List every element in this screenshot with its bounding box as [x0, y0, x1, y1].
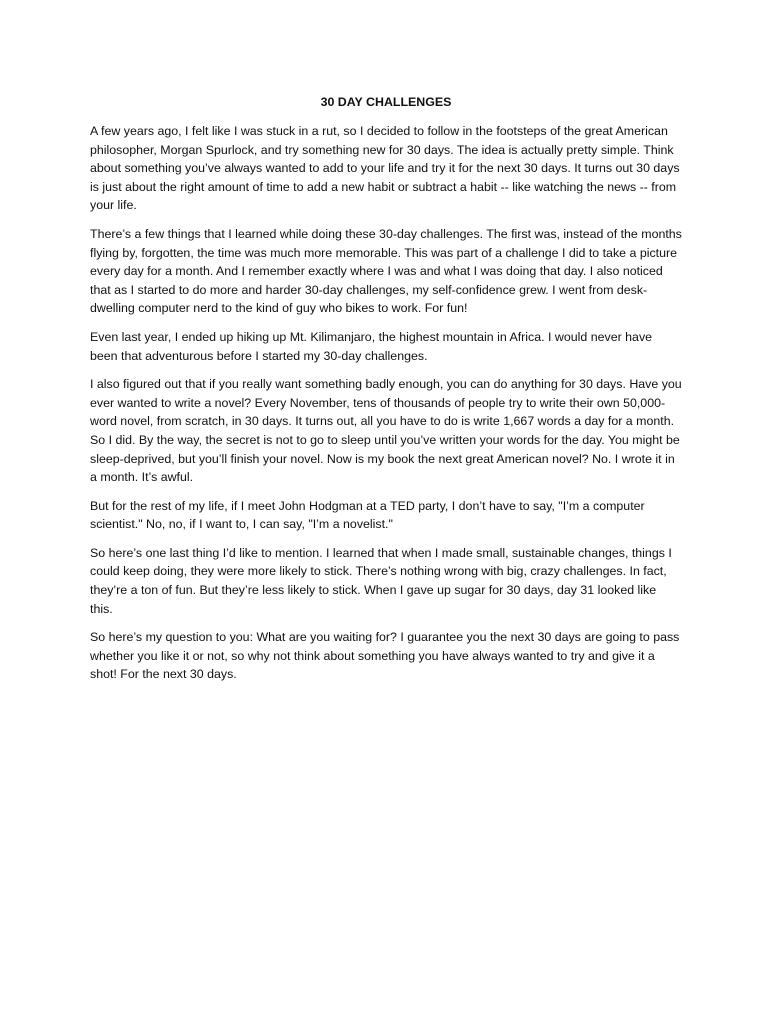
paragraph-1: A few years ago, I felt like I was stuck in a rut, so I decided to follow in the footsteps of the great American philosopher, Morgan Spurlock, and try something new for 30 days. The idea is actually pretty simple. Think about something you’ve always wanted to add to your life and try it for the next 30 days. It turns out 30 days is just about the right amount of time to add a new habit or subtract a habit -- like watching the news -- from your life.	[90, 124, 680, 213]
paragraph-5: But for the rest of my life, if I meet John Hodgman at a TED party, I don’t have to say, "I’m a computer scientist." No, no, if I want to, I can say, "I’m a novelist."	[90, 498, 645, 532]
paragraph-7: So here’s my question to you: What are you waiting for? I guarantee you the next 30 days are going to pass whether you like it or not, so why not think about something you have always wanted to try and give it a shot! For the next 30 days.	[90, 630, 680, 682]
document-title: 30 DAY CHALLENGES	[320, 95, 452, 109]
paragraph-6: So here’s one last thing I’d like to mention. I learned that when I made small, sustainable changes, things I could keep doing, they were more likely to stick. There’s nothing wrong with big, crazy challenges. In fact, they’re a ton of fun. But they’re less likely to stick. When I gave up sugar for 30 days, day 31 looked like this.	[90, 545, 672, 616]
paragraph-3: Even last year, I ended up hiking up Mt. Kilimanjaro, the highest mountain in Africa. I would never have been that adventurous before I started my 30-day challenges.	[90, 329, 653, 363]
paragraph-2: There’s a few things that I learned while doing these 30-day challenges. The first was, instead of the months flying by, forgotten, the time was much more memorable. This was part of a challenge I did to take a picture every day for a month. And I remember exactly where I was and what I was doing that day. I also noticed that as I started to do more and harder 30-day challenges, my self-confidence grew. I went from desk-dwelling computer nerd to the kind of guy who bikes to work. For fun!	[90, 226, 682, 316]
paragraph-4: I also figured out that if you really want something badly enough, you can do anything for 30 days. Have you ever wanted to write a novel? Every November, tens of thousands of people try to write their own 50,000-word novel, from scratch, in 30 days. It turns out, all you have to do is write 1,667 words a day for a month. So I did. By the way, the secret is not to go to sleep until you’ve written your words for the day. You might be sleep-deprived, but you’ll finish your novel. Now is my book the next great American novel? No. I wrote it in a month. It’s awful.	[90, 377, 682, 485]
document-page	[90, 94, 682, 694]
